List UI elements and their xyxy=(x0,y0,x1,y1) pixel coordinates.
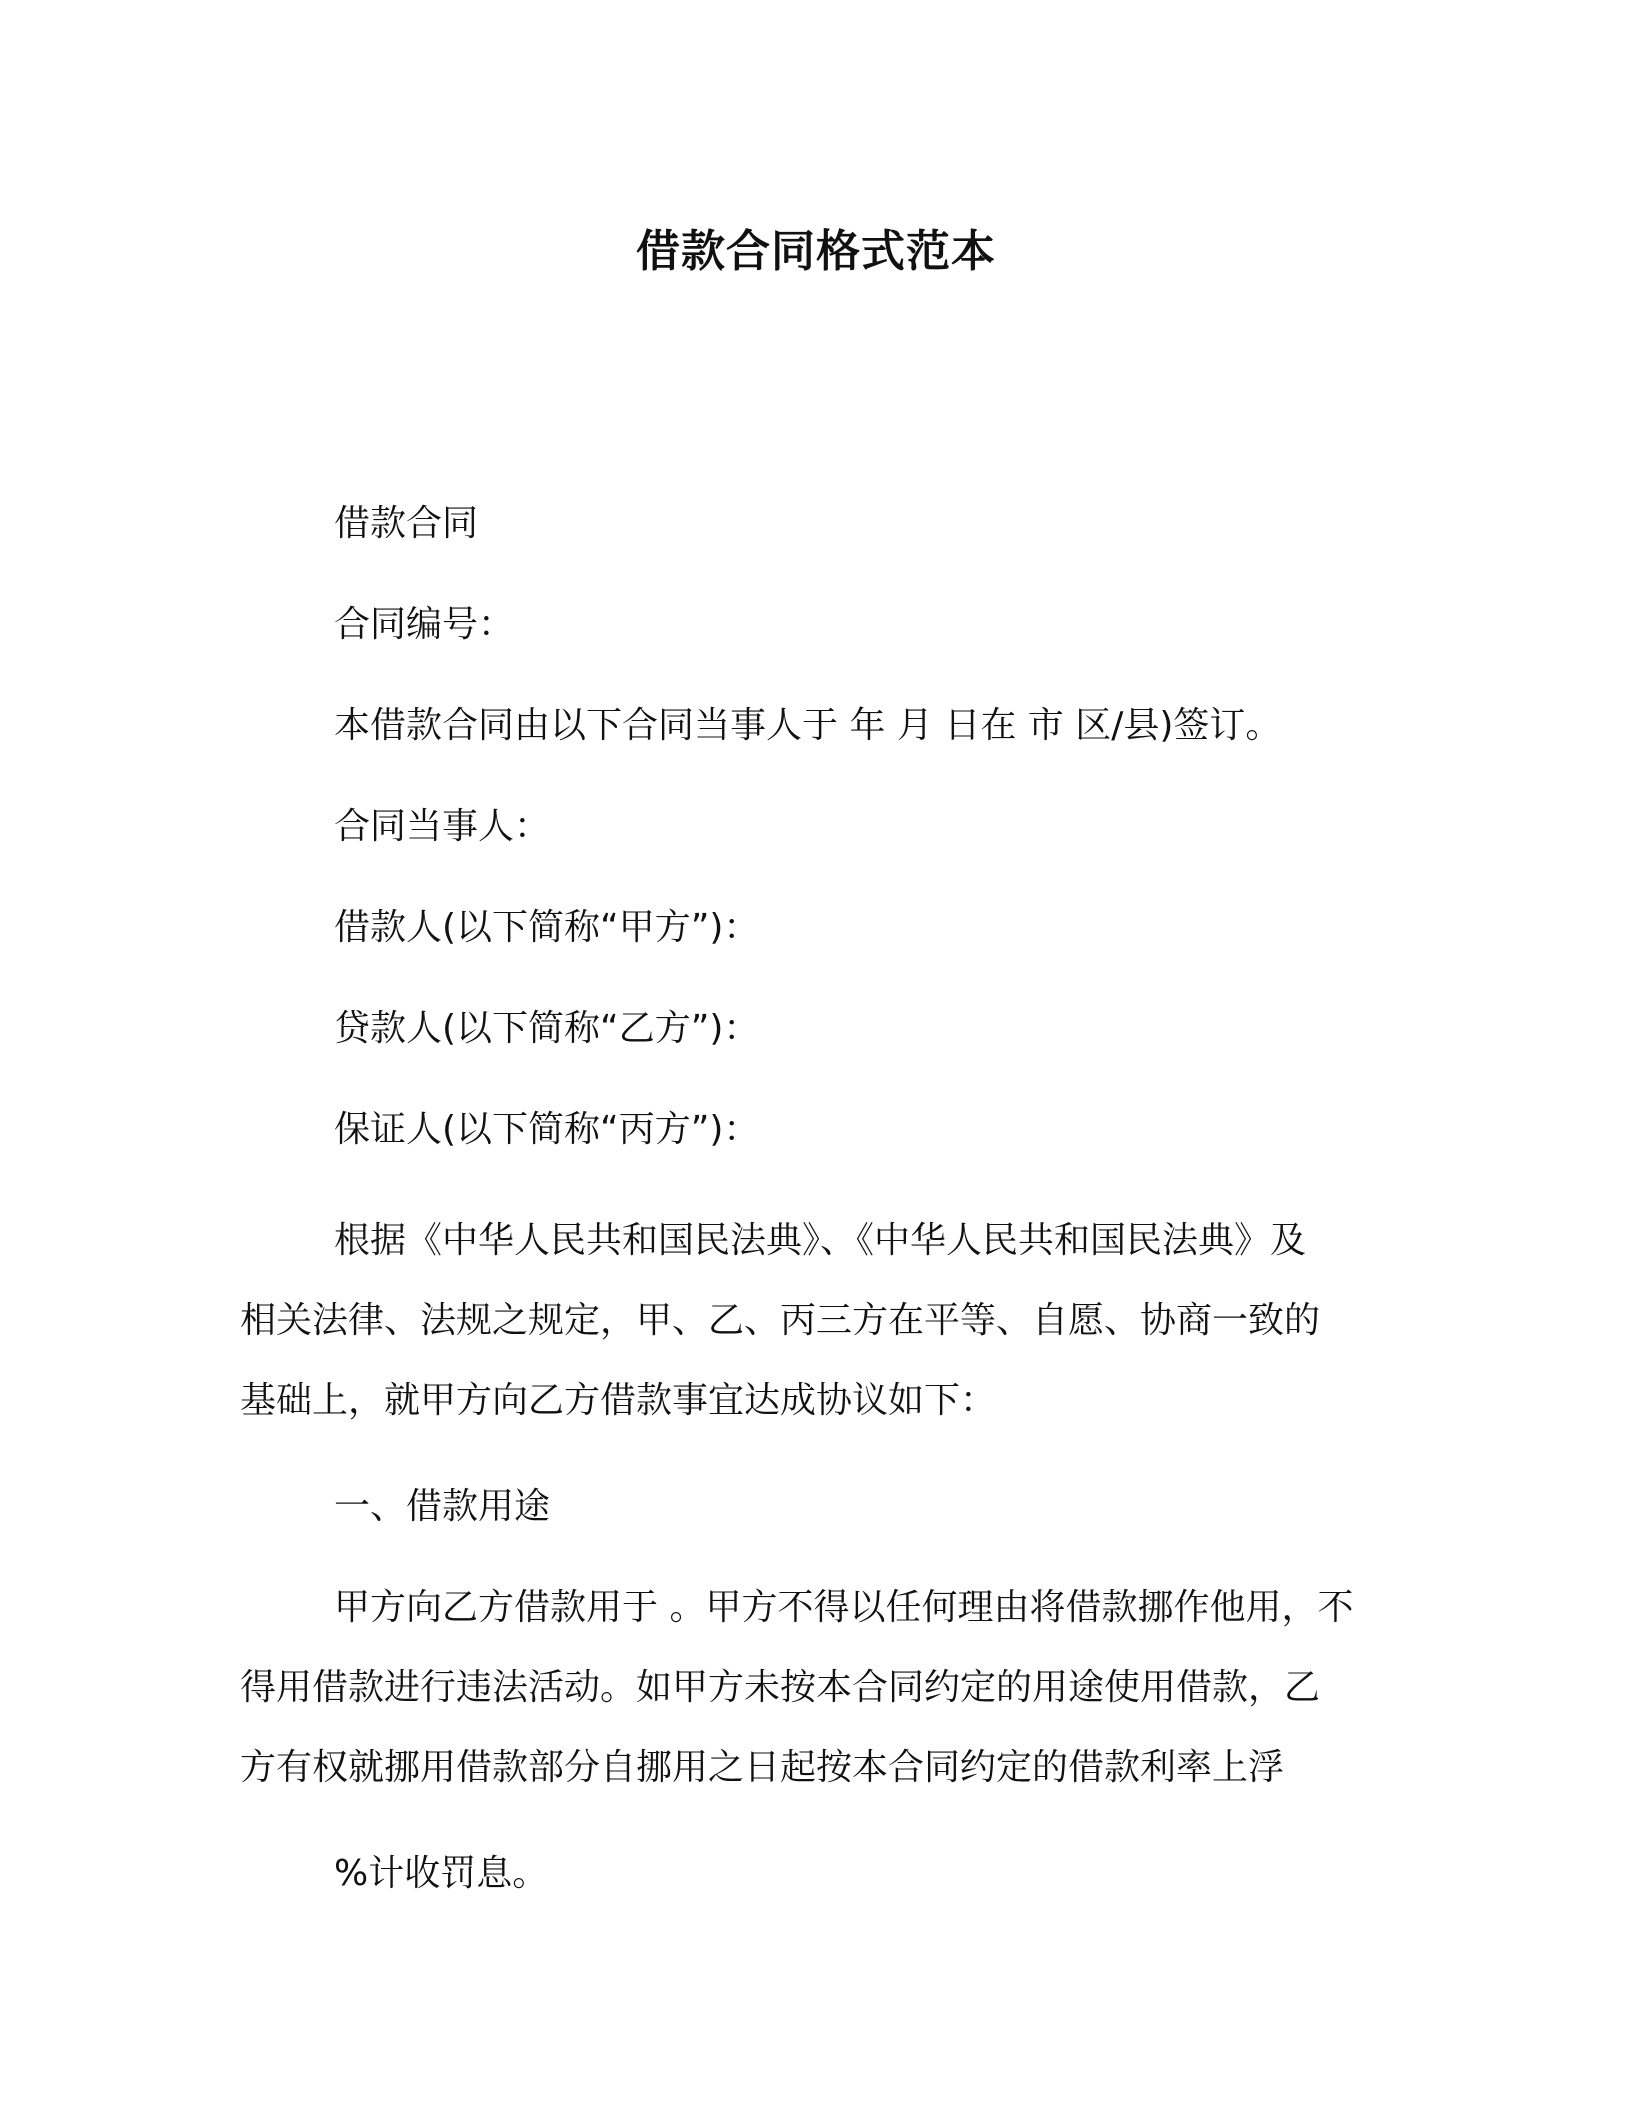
guarantor-line: 保证人(以下简称“丙方”)： xyxy=(334,1109,760,1150)
contract-heading: 借款合同 xyxy=(334,503,479,544)
contract-number-label: 合同编号： xyxy=(334,604,515,645)
signing-statement: 本借款合同由以下合同当事人于 年 月 日在 市 区/县)签订。 xyxy=(334,705,1282,746)
section-1-tail: %计收罚息。 xyxy=(334,1853,549,1894)
lender-line: 贷款人(以下简称“乙方”)： xyxy=(334,1008,760,1049)
borrower-line: 借款人(以下简称“甲方”)： xyxy=(334,907,760,948)
basis-paragraph-line: 根据《中华人民共和国民法典》、《中华人民共和国民法典》及 xyxy=(334,1220,1307,1261)
parties-label: 合同当事人： xyxy=(334,806,551,847)
section-1-paragraph-line: 方有权就挪用借款部分自挪用之日起按本合同约定的借款利率上浮 xyxy=(240,1747,1285,1788)
section-1-paragraph-line: 得用借款进行违法活动。如甲方未按本合同约定的用途使用借款，乙 xyxy=(240,1667,1321,1708)
document-title: 借款合同格式范本 xyxy=(636,226,996,277)
section-1-title: 一、借款用途 xyxy=(334,1486,551,1527)
basis-paragraph-line: 基础上，就甲方向乙方借款事宜达成协议如下： xyxy=(240,1380,997,1421)
basis-paragraph-line: 相关法律、法规之规定，甲、乙、丙三方在平等、自愿、协商一致的 xyxy=(240,1300,1321,1341)
section-1-paragraph-line: 甲方向乙方借款用于 。甲方不得以任何理由将借款挪作他用，不 xyxy=(334,1587,1354,1628)
